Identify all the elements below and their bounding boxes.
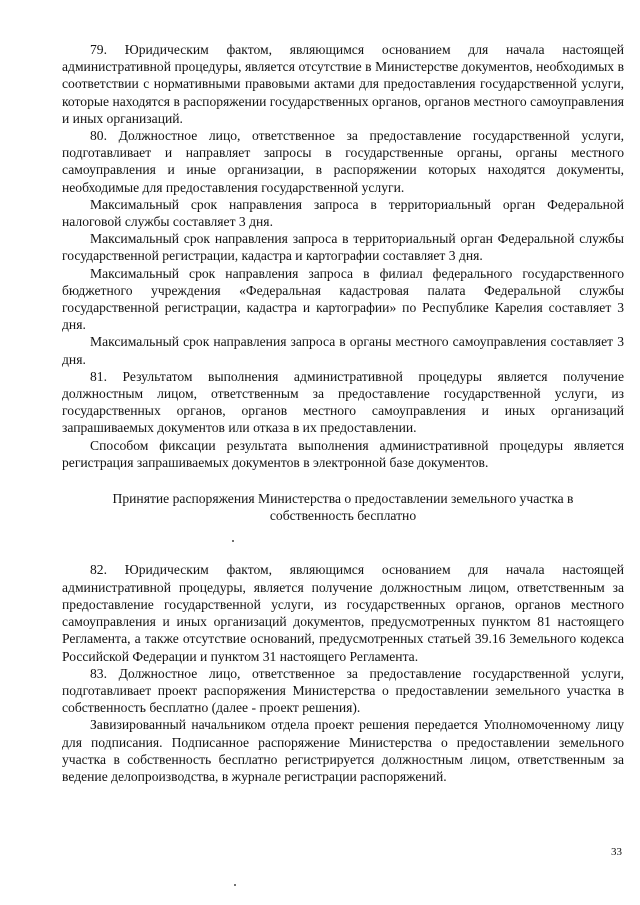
paragraph-approval: Завизированный начальником отдела проект решения передается Уполномоченному лицу для подписания. Подписанное распоряжение Министерства о предоставлении земельного участка в собственность бесплатно регистрируется должностным лицом, ответственным за ведение делопроизводства, в журнале регистрации распоряжений. — [62, 717, 624, 784]
paragraph-deadline-cadastral-chamber: Максимальный срок направления запроса в филиал федерального государственного бюджетного учреждения «Федеральная кадастровая палата Федеральной службы государственной регистрации, кадастра и картографии» по Республике Карелия составляет 3 дня. — [62, 265, 624, 333]
document-body — [62, 41, 624, 785]
paragraph-79: 79. Юридическим фактом, являющимся основанием для начала настоящей административной процедуры, является отсутствие в Министерстве документов, необходимых в соответствии с нормативными правовыми актами для предоставления государственной услуги, которые находятся в распоряжении государственных органов, органов местного самоуправления и иных организаций. — [62, 42, 624, 126]
paragraph-83: 83. Должностное лицо, ответственное за предоставление государственной услуги, подготавливает проект распоряжения Министерства о предоставлении земельного участка в собственность бесплатно (далее - проект решения). — [62, 665, 624, 716]
paragraph-result-recording: Способом фиксации результата выполнения административной процедуры является регистрация запрашиваемых документов в электронной базе документов. — [62, 437, 624, 470]
paragraph-deadline-tax-service: Максимальный срок направления запроса в территориальный орган Федеральной налоговой службы составляет 3 дня. — [62, 196, 624, 230]
paragraph-deadline-rosreestr: Максимальный срок направления запроса в территориальный орган Федеральной службы государственной регистрации, кадастра и картографии составляет 3 дня. — [62, 231, 624, 264]
paragraph-81: 81. Результатом выполнения административной процедуры является получение должностным лицом, ответственным за предоставление государственной услуги, из государственных органов, органов местного самоуправления и иных организаций запрашиваемых документов или отказа в их предоставлении. — [62, 368, 624, 436]
page-number: 33 — [611, 846, 622, 858]
paragraph-deadline-local-government: Максимальный срок направления запроса в органы местного самоуправления составляет 3 дня. — [62, 334, 624, 367]
section-heading-line-1: Принятие распоряжения Министерства о предоставлении земельного участка в — [112, 491, 574, 507]
paragraph-80: 80. Должностное лицо, ответственное за предоставление государственной услуги, подготавливает и направляет запросы в государственные органы, органы местного самоуправления и иные организации, в распоряжении которых находятся документы, необходимые для предоставления государственной услуги. — [62, 128, 624, 195]
scan-speck — [234, 884, 236, 886]
section-heading-line-2: собственность бесплатно — [269, 508, 417, 524]
scan-speck — [232, 540, 234, 542]
section-heading — [62, 490, 624, 524]
paragraph-82: 82. Юридическим фактом, являющимся основанием для начала настоящей административной процедуры, является получение должностным лицом, ответственным за предоставление государственной услуги, из государственных органов, органов местного самоуправления и иных организаций документов, предусмотренных пунктом 81 настоящего Регламента, а также отсутствие оснований, предусмотренных статьей 39.16 Земельного кодекса Российской Федерации и пунктом 31 настоящего Регламента. — [62, 562, 624, 664]
